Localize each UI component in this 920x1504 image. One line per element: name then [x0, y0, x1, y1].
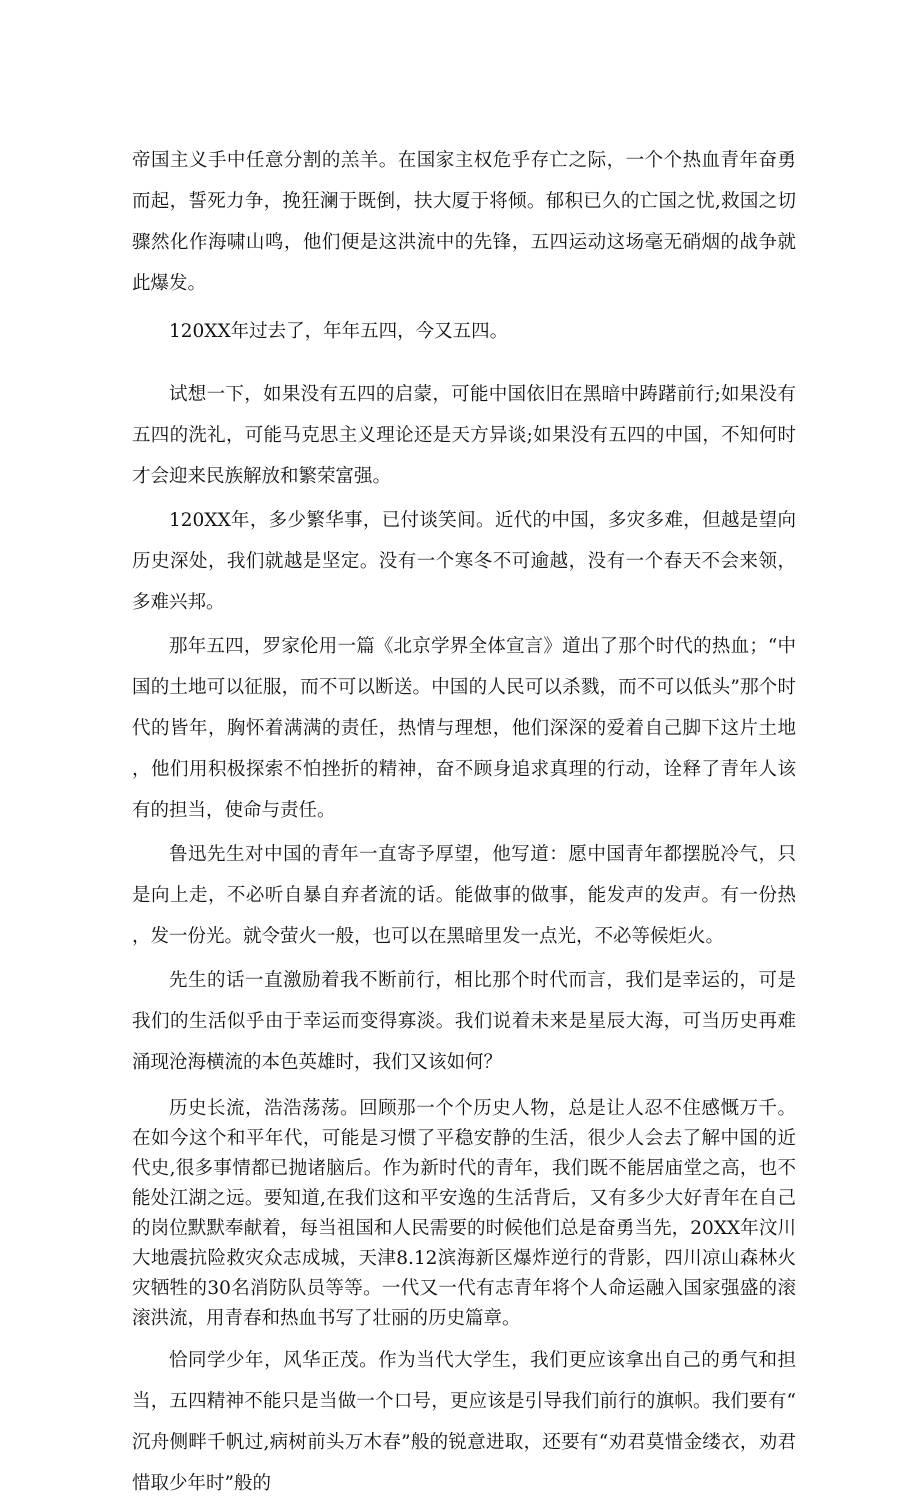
paragraph-7: 先生的话一直激励着我不断前行，相比那个时代而言，我们是幸运的，可是我们的生活似乎由于幸运而变得寡淡。我们说着未来是星辰大海，可当历史再难涌现沧海横流的本色英雄时，我们又该如何？ — [132, 970, 796, 1073]
paragraph-5: 那年五四，罗家伦用一篇《北京学界全体宣言》道出了那个时代的热血；“中国的土地可以征服，而不可以断送。中国的人民可以杀戮，而不可以低头”那个时代的皆年，胸怀着满满的责任，热情与理想，他们深深的爱着自己脚下这片土地，他们用积极探索不怕挫折的精神，奋不顾身追求真理的行动，诠释了青年人该有的担当，使命与责任。 — [132, 636, 796, 821]
paragraph-3: 试想一下，如果没有五四的启蒙，可能中国依旧在黑暗中踌躇前行;如果没有五四的洗礼，可能马克思主义理论还是天方异谈;如果没有五四的中国，不知何时才会迎来民族解放和繁荣富强。 — [132, 384, 796, 487]
paragraph-8: 历史长流，浩浩荡荡。回顾那一个个历史人物，总是让人忍不住感慨万千。在如今这个和平年代，可能是习惯了平稳安静的生活，很少人会去了解中国的近代史,很多事情都已抛诸脑后。作为新时代的青年，我们既不能居庙堂之高，也不能处江湖之远。要知道,在我们这和平安逸的生活背后，又有多少大好青年在自己的岗位默默奉献着，每当祖国和人民需要的时候他们总是奋勇当先，20XX年汶川大地震抗险救灾众志成城，天津8.12滨海新区爆炸逆行的背影，四川凉山森林火灾牺牲的30名消防队员等等。一代又一代有志青年将个人命运融入国家强盛的滚滚洪流，用青春和热血书写了壮丽的历史篇章。 — [132, 1098, 796, 1329]
paragraph-2: 120XX年过去了，年年五四，今又五四。 — [169, 321, 509, 342]
document-body — [132, 140, 796, 1504]
paragraph-1: 帝国主义手中任意分割的羔羊。在国家主权危乎存亡之际，一个个热血青年奋勇而起，誓死力争，挽狂澜于既倒，扶大厦于将倾。郁积已久的亡国之忧,救国之切骤然化作海啸山鸣，他们便是这洪流中的先锋，五四运动这场毫无硝烟的战争就此爆发。 — [132, 150, 796, 294]
paragraph-4: 120XX年，多少繁华事，已付谈笑间。近代的中国，多灾多难，但越是望向历史深处，我们就越是坚定。没有一个寒冬不可逾越，没有一个春天不会来领，多难兴邦。 — [132, 510, 796, 613]
paragraph-9: 恰同学少年，风华正茂。作为当代大学生，我们更应该拿出自己的勇气和担当，五四精神不能只是当做一个口号，更应该是引导我们前行的旗帜。我们要有“沉舟侧畔千帆过,病树前头万木春”般的锐意进取，还要有“劝君莫惜金缕衣，劝君惜取少年时”般的 — [132, 1350, 796, 1494]
paragraph-6: 鲁迅先生对中国的青年一直寄予厚望，他写道：愿中国青年都摆脱冷气，只是向上走，不必听自暴自弃者流的话。能做事的做事，能发声的发声。有一份热，发一份光。就令萤火一般，也可以在黑暗里发一点光，不必等候炬火。 — [132, 844, 796, 947]
